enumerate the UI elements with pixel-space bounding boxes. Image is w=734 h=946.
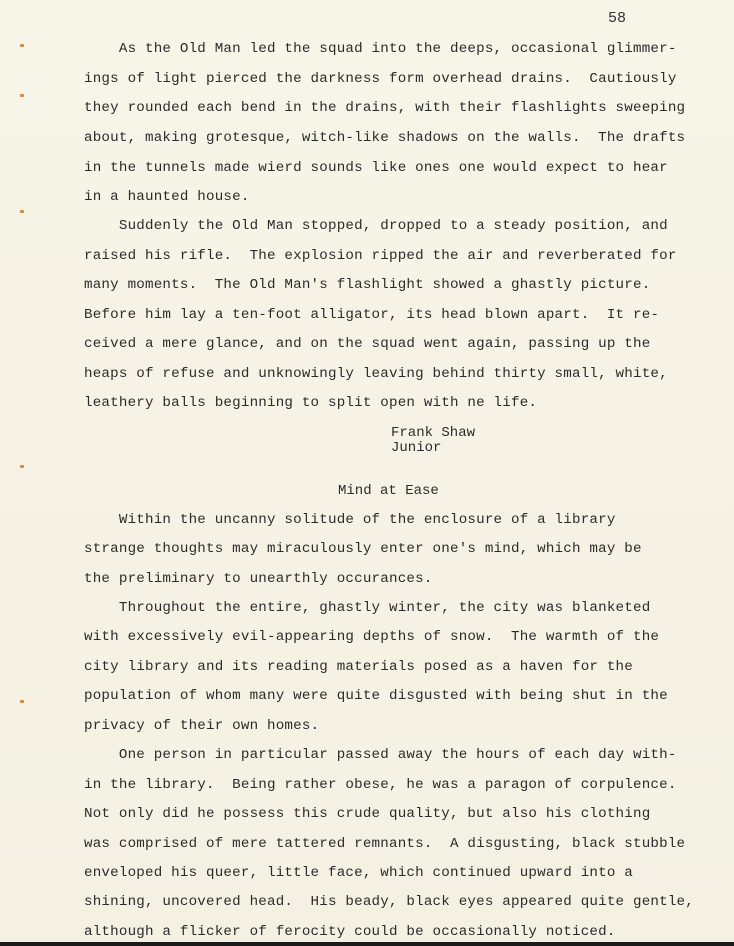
author-name: Frank Shaw	[391, 425, 476, 441]
margin-mark	[20, 700, 24, 703]
story2-line: population of whom many were quite disgusted with being shut in the	[84, 688, 668, 704]
story2-line: privacy of their own homes.	[84, 718, 320, 734]
story2-line: Within the uncanny solitude of the enclosure of a library	[84, 512, 616, 528]
margin-mark	[20, 210, 24, 213]
story1-line: about, making grotesque, witch-like shadows on the walls. The drafts	[84, 130, 686, 146]
story1-line: Suddenly the Old Man stopped, dropped to a steady position, and	[84, 218, 668, 234]
page-number: 58	[608, 10, 627, 27]
story1-line: in a haunted house.	[84, 189, 250, 205]
story2-line: strange thoughts may miraculously enter one's mind, which may be	[84, 541, 642, 557]
story1-line: leathery balls beginning to split open with ne life.	[84, 395, 538, 411]
author-grade: Junior	[391, 440, 442, 456]
story1-line: they rounded each bend in the drains, with their flashlights sweeping	[84, 100, 686, 116]
story2-line: in the library. Being rather obese, he was a paragon of corpulence.	[84, 777, 677, 793]
story2-line: Not only did he possess this crude quality, but also his clothing	[84, 806, 651, 822]
page-bottom-edge	[0, 942, 734, 946]
story2-line: was comprised of mere tattered remnants. A disgusting, black stubble	[84, 836, 686, 852]
story2-line: One person in particular passed away the hours of each day with-	[84, 747, 677, 763]
story2-line: the preliminary to unearthly occurances.	[84, 571, 433, 587]
story2-line: Throughout the entire, ghastly winter, the city was blanketed	[84, 600, 651, 616]
story2-line: city library and its reading materials posed as a haven for the	[84, 659, 633, 675]
story2-line: shining, uncovered head. His beady, black eyes appeared quite gentle,	[84, 894, 694, 910]
story1-line: many moments. The Old Man's flashlight showed a ghastly picture.	[84, 277, 651, 293]
story-title: Mind at Ease	[338, 483, 439, 499]
margin-mark	[20, 44, 24, 47]
story2-line: although a flicker of ferocity could be occasionally noticed.	[84, 924, 616, 940]
story1-line: As the Old Man led the squad into the deeps, occasional glimmer-	[84, 41, 677, 57]
margin-mark	[20, 465, 24, 468]
story1-line: in the tunnels made wierd sounds like ones one would expect to hear	[84, 160, 668, 176]
story1-line: heaps of refuse and unknowingly leaving behind thirty small, white,	[84, 366, 668, 382]
margin-mark	[20, 94, 24, 97]
story1-line: Before him lay a ten-foot alligator, its head blown apart. It re-	[84, 307, 660, 323]
story1-line: ceived a mere glance, and on the squad went again, passing up the	[84, 336, 651, 352]
story1-line: raised his rifle. The explosion ripped the air and reverberated for	[84, 248, 677, 264]
story2-line: enveloped his queer, little face, which continued upward into a	[84, 865, 633, 881]
story1-line: ings of light pierced the darkness form overhead drains. Cautiously	[84, 71, 677, 87]
story2-line: with excessively evil-appearing depths of snow. The warmth of the	[84, 629, 660, 645]
